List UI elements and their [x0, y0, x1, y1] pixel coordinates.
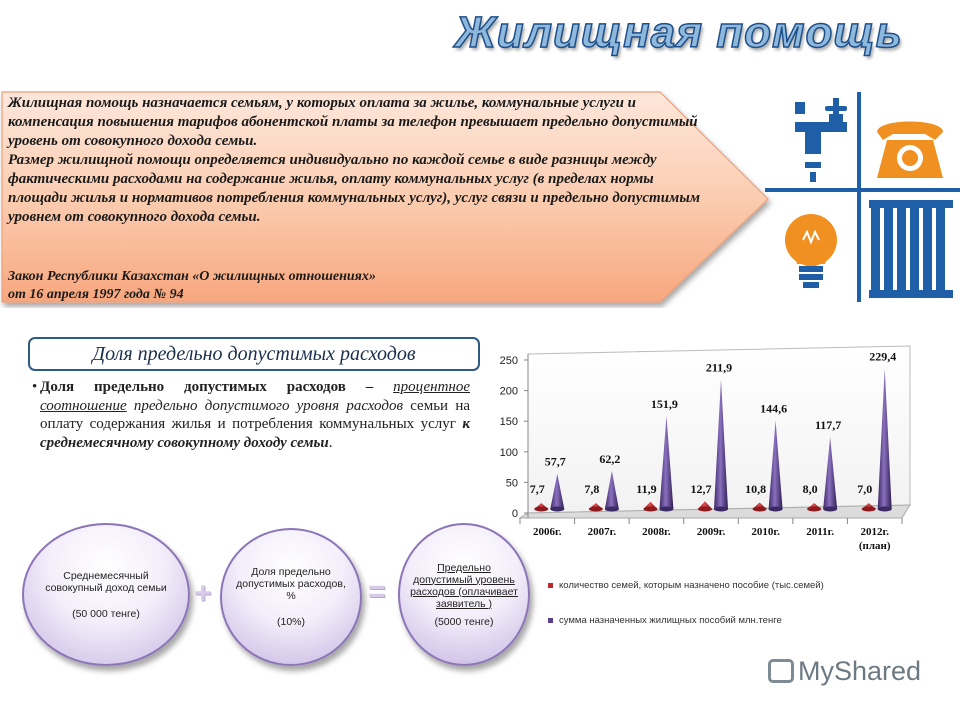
x-tick-label: (план) — [858, 540, 891, 552]
cone-base-families — [862, 507, 876, 512]
legend-swatch-red — [548, 583, 553, 588]
x-axis — [520, 518, 902, 552]
law-date: от 16 апреля 1997 года № 94 — [8, 287, 184, 302]
law-title: Закон Республики Казахстан «О жилищных отношениях» — [8, 269, 376, 284]
definition-part-4: к среднемесячному совокупному доходу семьи — [40, 416, 470, 451]
x-tick-label: 2008г. — [642, 526, 671, 538]
telephone-icon — [877, 122, 943, 179]
cone-base-families — [753, 507, 767, 512]
intro-paragraph-2: Размер жилищной помощи определяется индивидуально по каждой семье в виде разницы между фактическими расходами на содержание жилья, оплату коммунальных услуг (в пределах нормы площади жилья и нормативов потребления коммунальных услуг), услуг связи и предельно допустимым уровнем от совокупного дохода семьи. — [8, 152, 700, 225]
definition-term: Доля предельно допустимых расходов — [40, 379, 346, 395]
income-value: (50 000 тенге) — [72, 607, 140, 620]
data-label-amount: 211,9 — [705, 360, 733, 375]
data-label-amount: 57,7 — [544, 454, 566, 469]
cone-chart — [490, 340, 930, 562]
x-tick-label: 2011г. — [806, 526, 835, 538]
x-tick-label: 2012г. — [860, 526, 889, 538]
cone-base-families — [807, 507, 821, 512]
cone-base-amount — [605, 507, 619, 512]
utilities-illustration — [765, 92, 960, 302]
cone-base-amount — [878, 507, 892, 512]
data-label-families: 11,9 — [636, 482, 657, 496]
cone-base-amount — [714, 507, 728, 512]
y-tick-label: 200 — [499, 385, 518, 398]
data-label-amount: 144,6 — [760, 401, 788, 416]
cone-base-amount — [823, 507, 837, 512]
faucet-icon — [795, 98, 847, 182]
income-circle — [22, 523, 190, 666]
y-tick-label: 150 — [499, 416, 518, 429]
data-label-families: 7,7 — [529, 482, 545, 496]
y-tick-label: 100 — [499, 446, 518, 459]
share-heading-box: Доля предельно допустимых расходов — [28, 337, 480, 371]
watermark-icon — [768, 659, 794, 683]
radiator-icon — [869, 200, 953, 298]
legend-label-amount: сумма назначенных жилищных пособий млн.тенге — [559, 615, 782, 626]
share-value: (10%) — [276, 616, 305, 628]
data-label-families: 10,8 — [745, 482, 767, 496]
watermark — [768, 656, 921, 687]
definition-underlined: процентное соотношение — [40, 379, 470, 414]
cone-base-families — [643, 507, 657, 512]
cone-base-families — [698, 507, 712, 512]
x-tick-label: 2007г. — [587, 526, 617, 538]
data-label-amount: 229,4 — [869, 349, 897, 364]
intro-text — [8, 94, 708, 227]
data-label-families: 7,8 — [584, 482, 600, 496]
page-title: Жилищная помощь — [455, 8, 903, 57]
data-label-families: 7,0 — [857, 482, 873, 496]
share-circle — [220, 528, 362, 666]
max-level-label: Предельно допустимый уровень расходов (оплачивает заявитель ) — [410, 561, 518, 610]
equals-sign: = — [368, 575, 386, 608]
max-level-value: (5000 тенге) — [434, 615, 494, 628]
law-reference — [8, 268, 376, 304]
definition-part-3: семьи на оплату содержания жилья и потребления коммунальных услуг — [40, 397, 471, 432]
cone-base-amount — [550, 507, 564, 512]
light-bulb-icon — [785, 214, 837, 288]
y-tick-label: 50 — [505, 477, 518, 490]
y-tick-label: 0 — [511, 508, 518, 520]
legend-item-families — [548, 580, 824, 591]
data-label-amount: 117,7 — [814, 417, 842, 432]
y-tick-label: 250 — [499, 355, 518, 367]
income-label: Среднемесячный совокупный доход семьи — [45, 569, 167, 594]
x-tick-label: 2010г. — [751, 526, 780, 538]
legend-item-amount — [548, 615, 782, 626]
data-label-amount: 62,2 — [599, 451, 621, 466]
y-axis — [500, 354, 528, 520]
definition-dash: – — [345, 379, 394, 395]
legend-label-families: количество семей, которым назначено пособие (тыс.семей) — [559, 580, 824, 591]
cone-base-amount — [659, 507, 673, 512]
x-tick-label: 2009г. — [696, 526, 726, 538]
intro-paragraph-1: Жилищная помощь назначается семьям, у которых оплата за жилье, коммунальные услуги и компенсация повышения тарифов абонентской платы за телефон превышает предельно допустимый уровень от совокупного дохода семьи. — [8, 95, 698, 149]
bullet: • — [32, 379, 38, 395]
definition-end: . — [328, 434, 333, 451]
data-label-amount: 151,9 — [650, 397, 678, 412]
legend-swatch-purple — [548, 618, 553, 623]
share-label: Доля предельно допустимых расходов, % — [236, 566, 346, 602]
cone-base-amount — [769, 507, 783, 512]
watermark-text: MyShared — [798, 656, 922, 686]
data-label-families: 8,0 — [802, 482, 818, 496]
plus-sign: + — [194, 577, 212, 610]
x-tick-label: 2006г. — [533, 526, 562, 538]
cone-base-families — [534, 507, 548, 512]
definition-text — [32, 378, 471, 452]
cone-base-families — [589, 507, 603, 512]
data-label-families: 12,7 — [690, 482, 712, 496]
definition-part-2: предельно допустимого уровня расходов — [126, 397, 403, 414]
